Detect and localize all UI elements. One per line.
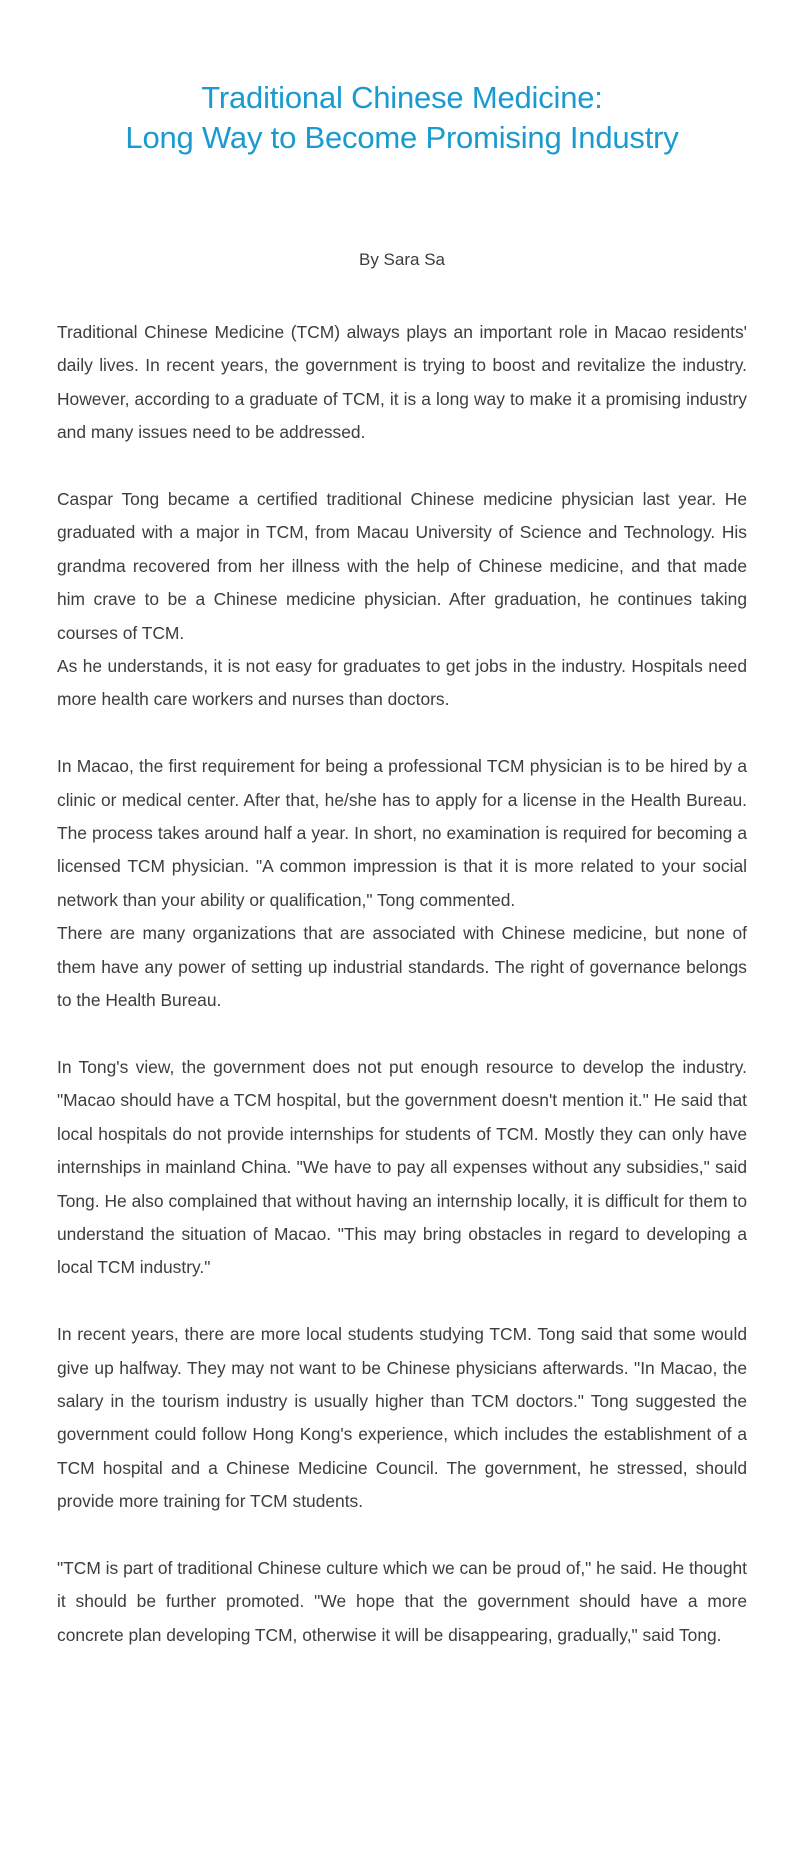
paragraph-organizations: There are many organizations that are associated with Chinese medicine, but none of them have any power of setting up industrial standards. The right of governance belongs to the Health Bureau. [57,923,747,1011]
article-title [57,78,747,158]
article-title-line-1: Traditional Chinese Medicine: [201,80,603,115]
paragraph-caspar-tong: Caspar Tong became a certified traditional Chinese medicine physician last year. He graduated with a major in TCM, from Macau University of Science and Technology. His grandma recovered from her illness with the help of Chinese medicine, and that made him crave to be a Chinese medicine physician. After graduation, he continues taking courses of TCM. [57,489,747,643]
paragraph-license: In Macao, the first requirement for being a professional TCM physician is to be hired by a clinic or medical center. After that, he/she has to apply for a license in the Health Bureau. The process takes around half a year. In short, no examination is required for becoming a licensed TCM physician. "A common impression is that it is more related to your social network than your ability or qualification," Tong commented. [57,756,747,910]
paragraph-government-view: In Tong's view, the government does not put enough resource to develop the industry. "Macao should have a TCM hospital, but the government doesn't mention it." He said that local hospitals do not provide internships for students of TCM. Mostly they can only have internships in mainland China. "We have to pay all expenses without any subsidies," said Tong. He also complained that without having an internship locally, it is difficult for them to understand the situation of Macao. "This may bring obstacles in regard to developing a local TCM industry." [57,1056,747,1278]
paragraph-culture: "TCM is part of traditional Chinese culture which we can be proud of," he said. He thought it should be further promoted. "We hope that the government should have a more concrete plan developing TCM, otherwise it will be disappearing, gradually," said Tong. [57,1557,747,1645]
article-title-line-2: Long Way to Become Promising Industry [125,120,679,155]
article [57,0,747,1652]
paragraph-jobs: As he understands, it is not easy for graduates to get jobs in the industry. Hospitals need more health care workers and nurses than doctors. [57,656,747,710]
paragraph-students: In recent years, there are more local students studying TCM. Tong said that some would give up halfway. They may not want to be Chinese physicians afterwards. "In Macao, the salary in the tourism industry is usually higher than TCM doctors." Tong suggested the government could follow Hong Kong's experience, which includes the establishment of a TCM hospital and a Chinese Medicine Council. The government, he stressed, should provide more training for TCM students. [57,1324,747,1512]
paragraph-intro: Traditional Chinese Medicine (TCM) always plays an important role in Macao residents' daily lives. In recent years, the government is trying to boost and revitalize the industry. However, according to a graduate of TCM, it is a long way to make it a promising industry and many issues need to be addressed. [57,322,747,443]
article-body [57,316,747,1652]
article-byline: By Sara Sa [359,250,445,269]
